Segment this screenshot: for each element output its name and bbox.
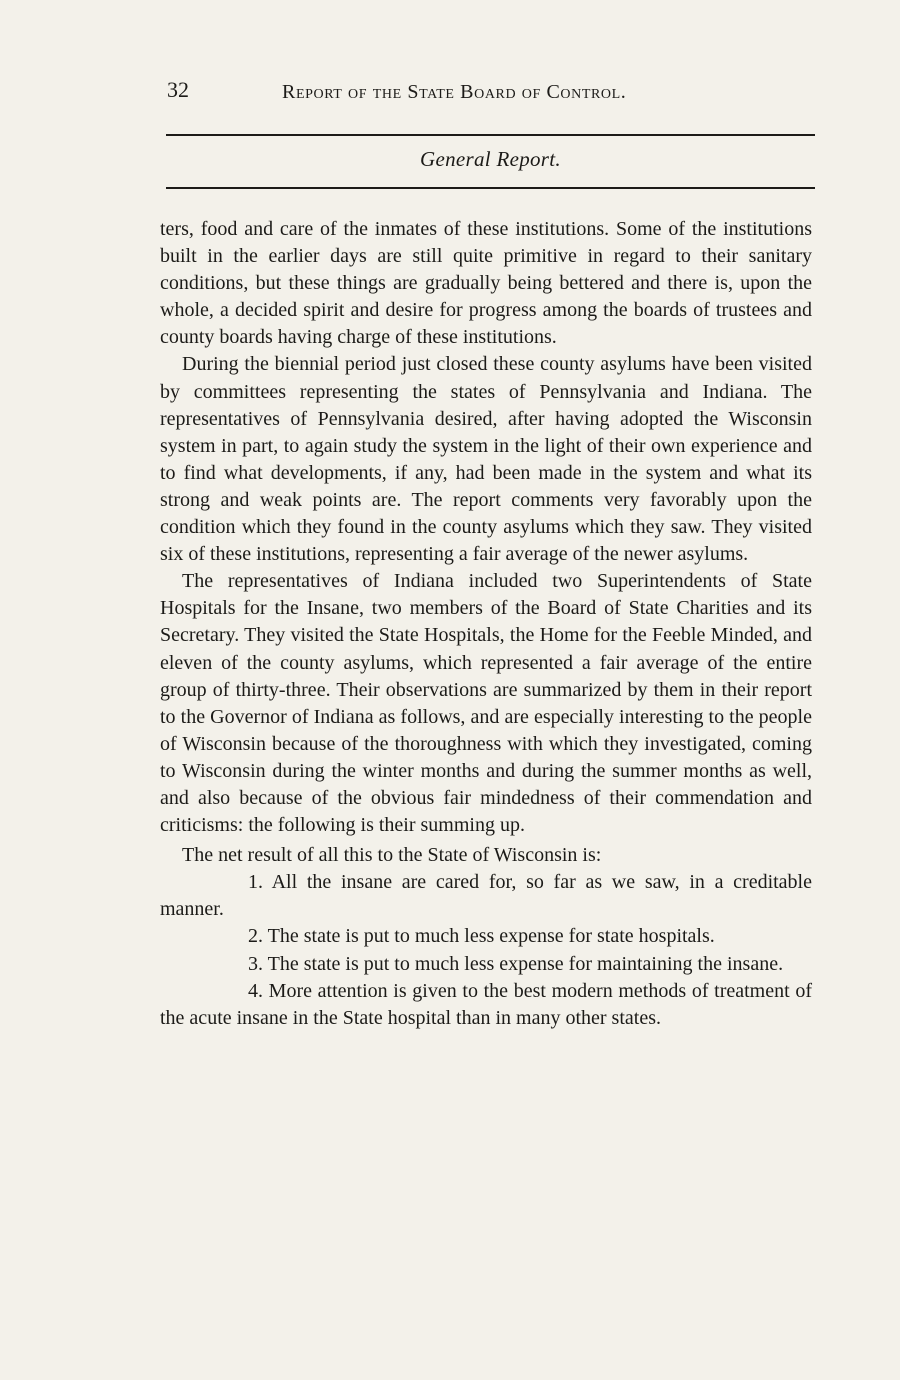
- list-item-4: 4. More attention is given to the best modern methods of treatment of the acute insane in the State hospital than in many other states.: [160, 979, 812, 1029]
- paragraph-visits: During the biennial period just closed these county asylums have been visited by committees representing the states of Pennsylvania and Indiana. The representatives of Pennsylvania desired, after having adopted the Wisconsin system in part, to again study the system in the light of their own experience and to find what developments, if any, had been made in the system and what its strong and weak points are. The report comments very favorably upon the condition which they found in the county asylums which they saw. They visited six of these institutions, representing a fair average of the newer asylums.: [160, 353, 812, 566]
- list-item-1: 1. All the insane are cared for, so far as we saw, in a creditable manner.: [160, 871, 812, 921]
- page-number: 32: [167, 77, 189, 102]
- top-rule: [166, 134, 815, 136]
- list-item-2: 2. The state is put to much less expense for state hospitals.: [248, 925, 715, 948]
- body-text: [160, 216, 812, 1032]
- bottom-rule: [166, 187, 815, 189]
- paragraph-indiana: The representatives of Indiana included two Superintendents of State Hospitals for the Insane, two members of the Board of State Charities and its Secretary. They visited the State Hospitals, the Home for the Feeble Minded, and eleven of the county asylums, which represented a fair average of the entire group of thirty-three. Their observations are summarized by them in their report to the Governor of Indiana as follows, and are especially interesting to the people of Wisconsin because of the thoroughness with which they investigated, coming to Wisconsin during the winter months and during the summer months as well, and also because of the obvious fair mindedness of their commendation and criticisms: the following is their summing up.: [160, 570, 812, 837]
- list-item-3: 3. The state is put to much less expense for maintaining the insane.: [248, 952, 784, 975]
- section-title: General Report.: [420, 147, 561, 171]
- paragraph-net-result: The net result of all this to the State of Wisconsin is:: [182, 844, 602, 867]
- page-header: [160, 78, 815, 108]
- paragraph-continued: ters, food and care of the inmates of these institutions. Some of the institutions built in the earlier days are still quite primitive in regard to their sanitary conditions, but these things are gradually being bettered and there is, upon the whole, a decided spirit and desire for progress among the boards of trustees and county boards having charge of these institutions.: [160, 218, 812, 349]
- running-head: Report of the State Board of Control.: [282, 81, 627, 103]
